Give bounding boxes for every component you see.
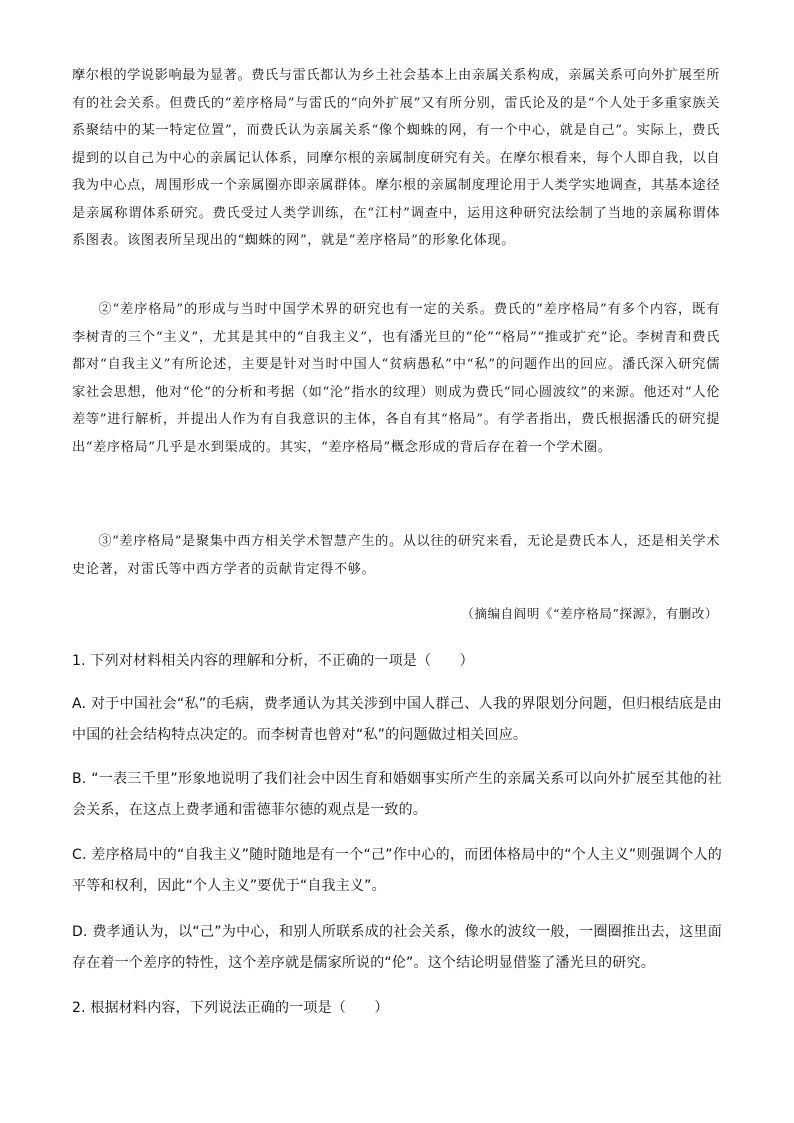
passage-paragraph-1-continued: 摩尔根的学说影响最为显著。费氏与雷氏都认为乡土社会基本上由亲属关系构成，亲属关系可向外扩展至所有的社会关系。但费氏的“差序格局”与雷氏的“向外扩展”又有所分别，雷氏论及的是“个人处于多重家族关系聚结中的某一特定位置”，而费氏认为亲属关系“像个蜘蛛的网，有一个中心，就是自己”。实际上，费氏提到的以自己为中心的亲属记认体系，同摩尔根的亲属制度研究有关。在摩尔根看来，每个人即自我，以自我为中心点，周围形成一个亲属圈亦即亲属群体。摩尔根的亲属制度理论用于人类学实地调查，其基本途径是亲属称谓体系研究。费氏受过人类学训练，在“江村”调查中，运用这种研究法绘制了当地的亲属称谓体系图表。该图表所呈现出的“蜘蛛的网”，就是“差序格局”的形象化体现。: [72, 68, 721, 248]
question-1-option-d: D. 费孝通认为，以“己”为中心，和别人所联系成的社会关系，像水的波纹一般，一圈圈推出去，这里面存在着一个差序的特性，这个差序就是儒家所说的“伦”。这个结论明显借鉴了潘光旦的研究。: [72, 924, 722, 971]
question-1-option-a: A. 对于中国社会“私”的毛病，费孝通认为其关涉到中国人群己、人我的界限划分问题，但归根结底是由中国的社会结构特点决定的。而李树青也曾对“私”的问题做过相关回应。: [72, 696, 722, 743]
passage-paragraph-3: ③“差序格局”是聚集中西方相关学术智慧产生的。从以往的研究来看，无论是费氏本人，还是相关学术史论著，对雷氏等中西方学者的贡献肯定得不够。: [72, 534, 720, 577]
question-2-stem: 2. 根据材料内容，下列说法正确的一项是（ ）: [72, 1000, 389, 1016]
question-1-option-b: B. “一表三千里”形象地说明了我们社会中因生育和婚姻事实所产生的亲属关系可以向外扩展至其他的社会关系，在这点上费孝通和雷德菲尔德的观点是一致的。: [72, 771, 722, 818]
passage-paragraph-2: ②“差序格局”的形成与当时中国学术界的研究也有一定的关系。费氏的“差序格局”有多个内容，既有李树青的三个“主义”，尤其是其中的“自我主义”，也有潘光旦的“伦”“格局”“推或扩充”论。李树青和费氏都对“自我主义”有所论述，主要是针对当时中国人“贫病愚私”中“私”的问题作出的回应。潘氏深入研究儒家社会思想，他对“伦”的分析和考据（如“沦”指水的纹理）则成为费氏“同心圆波纹”的来源。他还对“人伦差等”进行解析，并提出人作为有自我意识的主体，各自有其“格局”。有学者指出，费氏根据潘氏的研究提出“差序格局”几乎是水到渠成的。其实，“差序格局”概念形成的背后存在着一个学术圈。: [72, 302, 720, 455]
source-citation: （摘编自阎明《“差序格局”探源》，有删改）: [461, 606, 718, 621]
question-1-stem: 1. 下列对材料相关内容的理解和分析，不正确的一项是（ ）: [72, 653, 474, 669]
question-1-option-c: C. 差序格局中的“自我主义”随时随地是有一个“己”作中心的，而团体格局中的“个人主义”则强调个人的平等和权利，因此“个人主义”要优于“自我主义”。: [72, 847, 722, 894]
